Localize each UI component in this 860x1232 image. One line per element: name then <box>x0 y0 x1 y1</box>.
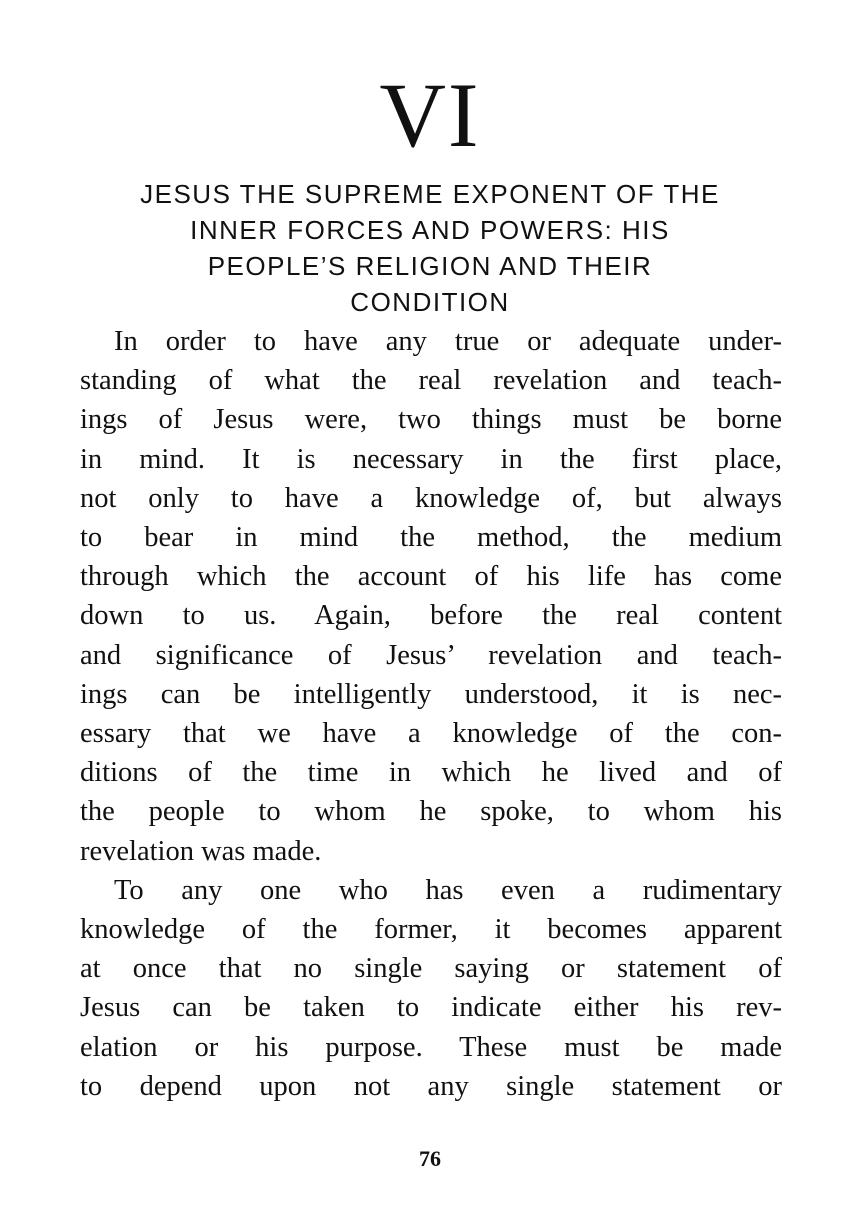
text-line: essary that we have a knowledge of the con- <box>80 718 782 750</box>
text-line: to bear in mind the method, the medium <box>80 522 782 554</box>
text-line: not only to have a knowledge of, but always <box>80 482 782 514</box>
text-line: ditions of the time in which he lived and of <box>80 757 782 789</box>
page-number: 76 <box>419 1146 441 1171</box>
chapter-title <box>60 176 800 320</box>
body-text <box>80 322 782 1106</box>
text-line: In order to have any true or adequate under- <box>114 326 782 357</box>
chapter-title-line: JESUS THE SUPREME EXPONENT OF THE <box>140 179 720 209</box>
text-line: at once that no single saying or statement of <box>80 953 782 985</box>
text-line: ings can be intelligently understood, it is nec- <box>80 678 782 710</box>
text-line: to depend upon not any single statement or <box>80 1070 782 1102</box>
text-line: ings of Jesus were, two things must be borne <box>80 404 782 436</box>
text-line: down to us. Again, before the real content <box>80 600 782 632</box>
text-line: knowledge of the former, it becomes apparent <box>80 914 782 946</box>
text-line: elation or his purpose. These must be made <box>80 1031 782 1063</box>
text-line: through which the account of his life has come <box>80 561 782 593</box>
text-line: revelation was made. <box>80 835 322 867</box>
chapter-title-line: CONDITION <box>350 287 510 317</box>
text-line: in mind. It is necessary in the first place, <box>80 443 782 475</box>
chapter-number: VI <box>379 64 481 166</box>
chapter-title-line: PEOPLE’S RELIGION AND THEIR <box>207 251 653 281</box>
chapter-title-line: INNER FORCES AND POWERS: HIS <box>190 215 670 245</box>
text-line: To any one who has even a rudimentary <box>114 874 782 906</box>
paragraph-1 <box>80 322 782 871</box>
text-line: Jesus can be taken to indicate either his rev- <box>80 992 782 1024</box>
text-line: the people to whom he spoke, to whom his <box>80 796 782 828</box>
text-line: and significance of Jesus’ revelation and teach- <box>80 639 782 671</box>
text-line: standing of what the real revelation and teach- <box>80 365 782 397</box>
paragraph-2 <box>80 871 782 1106</box>
